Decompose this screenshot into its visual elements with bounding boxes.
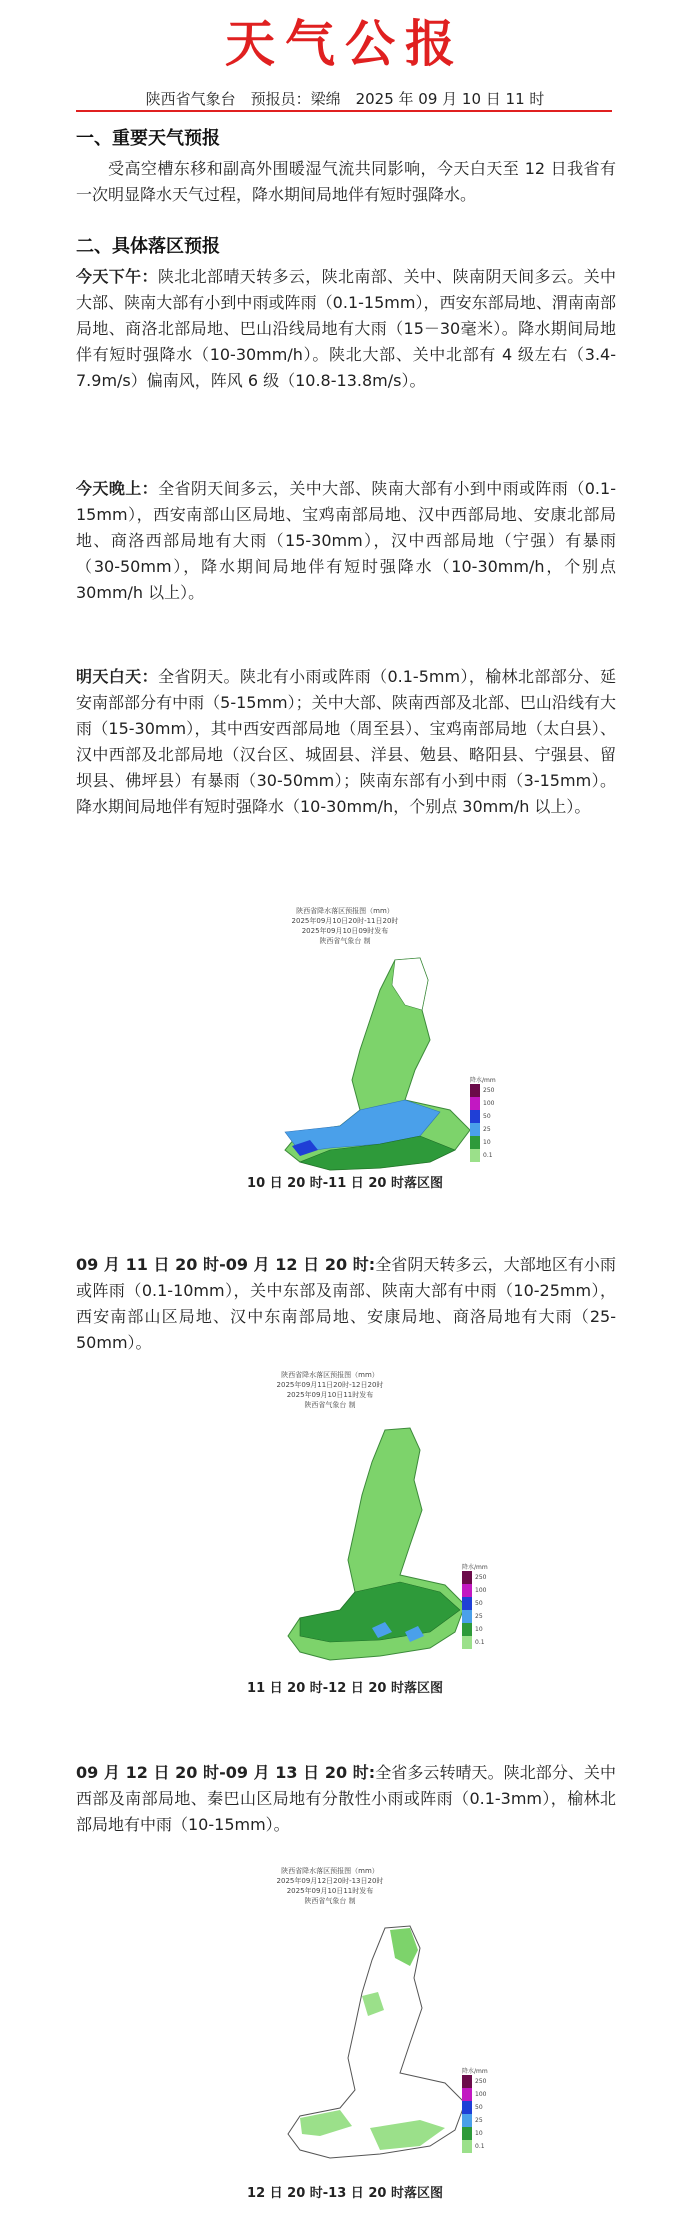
rain-map-figure-3: [0, 1866, 690, 2214]
legend-3-swatch: [462, 2075, 472, 2088]
legend-3-label: 100: [475, 2091, 487, 2098]
legend-1-row: [470, 1097, 510, 1110]
forecast-day2-label: 09 月 11 日 20 时-09 月 12 日 20 时:: [76, 1255, 376, 1274]
figure-3-title-line1: 陕西省降水落区预报图（mm）: [281, 1867, 379, 1875]
figure-2-title-line1: 陕西省降水落区预报图（mm）: [281, 1371, 379, 1379]
legend-1-swatch: [470, 1123, 480, 1136]
legend-2-swatch: [462, 1597, 472, 1610]
figure-1-title-line4: 陕西省气象台 制: [319, 937, 371, 945]
legend-1-swatch: [470, 1097, 480, 1110]
legend-3-label: 0.1: [475, 2143, 485, 2150]
legend-1-title: 降水/mm: [470, 1077, 496, 1084]
legend-1-swatch: [470, 1084, 480, 1097]
shaanxi-map-2: [0, 1370, 690, 1710]
forecast-afternoon: [76, 264, 616, 394]
legend-2-row: [462, 1623, 502, 1636]
legend-2-swatch: [462, 1623, 472, 1636]
legend-1-row: [470, 1149, 510, 1162]
forecast-tomorrow-text: 全省阴天。陕北有小雨或阵雨（0.1-5mm），榆林北部部分、延安南部部分有中雨（5-15mm）；关中大部、陕南西部及北部、巴山沿线有大雨（15-30mm），其中西安西部局地（周至县）、宝鸡南部局地（太白县）、汉中西部及北部局地（汉台区、城固县、洋县、勉县、略阳县、宁强县、留坝县、佛坪县）有暴雨（30-50mm）；陕南东部有小到中雨（3-15mm）。降水期间局地伴有短时强降水（10-30mm/h，个别点 30mm/h 以上）。: [76, 667, 616, 816]
figure-1-caption: 10 日 20 时-11 日 20 时落区图: [247, 1176, 443, 1191]
legend-3-label: 10: [475, 2130, 483, 2137]
forecast-tomorrow: [76, 664, 616, 820]
legend-1-label: 100: [483, 1100, 495, 1107]
legend-2-title: 降水/mm: [462, 1564, 488, 1571]
figure-2-title-line2: 2025年09月11日20时-12日20时: [276, 1381, 384, 1389]
forecast-day3-label: 09 月 12 日 20 时-09 月 13 日 20 时:: [76, 1763, 376, 1782]
legend-3-row: [462, 2140, 502, 2153]
figure-3-title-line2: 2025年09月12日20时-13日20时: [276, 1877, 384, 1885]
legend-1: [470, 1075, 510, 1162]
legend-1-row: [470, 1084, 510, 1097]
section-heading-2: 二、具体落区预报: [76, 236, 220, 257]
legend-2-label: 10: [475, 1626, 483, 1633]
figure-2-title-line3: 2025年09月10日11时发布: [286, 1391, 374, 1399]
legend-2-swatch: [462, 1610, 472, 1623]
legend-2-label: 100: [475, 1587, 487, 1594]
legend-3-row: [462, 2101, 502, 2114]
legend-2-row: [462, 1636, 502, 1649]
legend-3-row: [462, 2114, 502, 2127]
legend-2-label: 25: [475, 1613, 483, 1620]
legend-2-row: [462, 1597, 502, 1610]
shaanxi-map-3: [0, 1866, 690, 2206]
legend-3-swatch: [462, 2140, 472, 2153]
forecast-day2-text: 全省阴天转多云，大部地区有小雨或阵雨（0.1-10mm），关中东部及南部、陕南大部有中雨（10-25mm），西安南部山区局地、汉中东南部局地、安康局地、商洛局地有大雨（25-50mm）。: [76, 1255, 616, 1352]
legend-3: [462, 2066, 502, 2153]
forecast-tonight-label: 今天晚上：: [76, 479, 159, 498]
legend-3-row: [462, 2075, 502, 2088]
legend-3-row: [462, 2127, 502, 2140]
legend-1-label: 0.1: [483, 1152, 493, 1159]
legend-3-swatch: [462, 2114, 472, 2127]
figure-1-title-line2: 2025年09月10日20时-11日20时: [291, 917, 399, 925]
legend-1-swatch: [470, 1110, 480, 1123]
figure-3-title-line4: 陕西省气象台 制: [304, 1897, 356, 1905]
legend-2-swatch: [462, 1571, 472, 1584]
forecast-afternoon-text: 陕北北部晴天转多云，陕北南部、关中、陕南阴天间多云。关中大部、陕南大部有小到中雨或阵雨（0.1-15mm），西安东部局地、渭南南部局地、商洛北部局地、巴山沿线局地有大雨（15－30毫米）。降水期间局地伴有短时强降水（10-30mm/h）。陕北大部、关中北部有 4 级左右（3.4-7.9m/s）偏南风，阵风 6 级（10.8-13.8m/s）。: [76, 267, 616, 390]
forecast-tonight: [76, 476, 616, 606]
figure-3-title-line3: 2025年09月10日11时发布: [286, 1887, 374, 1895]
legend-3-swatch: [462, 2088, 472, 2101]
legend-1-label: 250: [483, 1087, 495, 1094]
legend-1-swatch: [470, 1136, 480, 1149]
forecast-tomorrow-label: 明天白天：: [76, 667, 158, 686]
legend-1-swatch: [470, 1149, 480, 1162]
legend-3-swatch: [462, 2127, 472, 2140]
forecast-tonight-text: 全省阴天间多云，关中大部、陕南大部有小到中雨或阵雨（0.1-15mm），西安南部山区局地、宝鸡南部局地、汉中西部局地、安康北部局地、商洛西部局地有大雨（15-30mm），汉中西部局地（宁强）有暴雨（30-50mm），降水期间局地伴有短时强降水（10-30mm/h，个别点 30mm/h 以上）。: [76, 479, 616, 602]
legend-1-row: [470, 1136, 510, 1149]
legend-1-label: 25: [483, 1126, 491, 1133]
legend-2: [462, 1562, 502, 1649]
bulletin-banner: 天气公报: [225, 15, 465, 73]
legend-2-row: [462, 1584, 502, 1597]
legend-2-swatch: [462, 1584, 472, 1597]
legend-2-label: 50: [475, 1600, 483, 1607]
shaanxi-map-1: [0, 900, 690, 1200]
figure-3-caption: 12 日 20 时-13 日 20 时落区图: [247, 2186, 443, 2201]
legend-2-row: [462, 1610, 502, 1623]
figure-1-title-line3: 2025年09月10日09时发布: [301, 927, 389, 935]
forecast-day3: [76, 1760, 616, 1838]
legend-3-title: 降水/mm: [462, 2068, 488, 2075]
legend-1-label: 10: [483, 1139, 491, 1146]
legend-2-swatch: [462, 1636, 472, 1649]
figure-2-caption: 11 日 20 时-12 日 20 时落区图: [247, 1681, 443, 1696]
issuer-line: 陕西省气象台 预报员：梁绵 2025 年 09 月 10 日 11 时: [145, 90, 545, 108]
rain-map-figure-2: [0, 1370, 690, 1710]
legend-3-row: [462, 2088, 502, 2101]
section-1-text: 受高空槽东移和副高外围暖湿气流共同影响，今天白天至 12 日我省有一次明显降水天气过程，降水期间局地伴有短时强降水。: [76, 159, 616, 204]
figure-1-title-line1: 陕西省降水落区预报图（mm）: [296, 907, 394, 915]
legend-2-label: 0.1: [475, 1639, 485, 1646]
forecast-afternoon-label: 今天下午：: [76, 267, 158, 286]
legend-3-swatch: [462, 2101, 472, 2114]
legend-1-label: 50: [483, 1113, 491, 1120]
legend-2-label: 250: [475, 1574, 487, 1581]
legend-1-row: [470, 1110, 510, 1123]
section-heading-1: 一、重要天气预报: [76, 128, 220, 149]
legend-2-row: [462, 1571, 502, 1584]
forecast-day2: [76, 1252, 616, 1356]
figure-2-title-line4: 陕西省气象台 制: [304, 1401, 356, 1409]
legend-1-row: [470, 1123, 510, 1136]
legend-3-label: 250: [475, 2078, 487, 2085]
red-divider: [76, 110, 612, 112]
legend-3-label: 25: [475, 2117, 483, 2124]
forecast-day3-text: 全省多云转晴天。陕北部分、关中西部及南部局地、秦巴山区局地有分散性小雨或阵雨（0.1-3mm），榆林北部局地有中雨（10-15mm）。: [76, 1763, 616, 1834]
rain-map-figure-1: [0, 900, 690, 1200]
legend-3-label: 50: [475, 2104, 483, 2111]
